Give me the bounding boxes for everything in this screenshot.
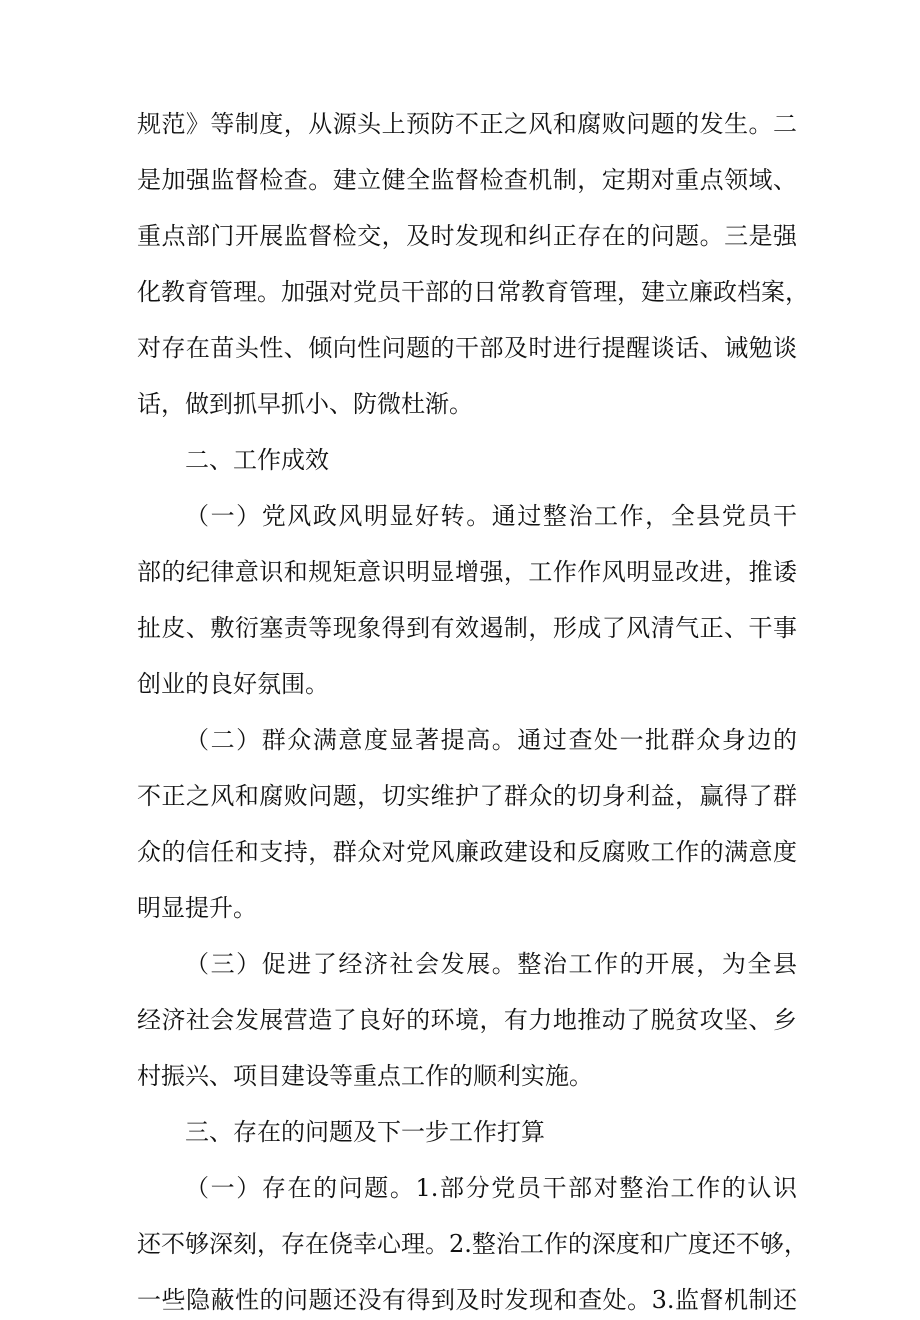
text-line-22: 一些隐蔽性的问题还没有得到及时发现和查处。3.监督机制还: [137, 1286, 797, 1314]
text-line-13: 不正之风和腐败问题，切实维护了群众的切身利益，赢得了群: [137, 782, 797, 810]
text-line-6: 话，做到抓早抓小、防微杜渐。: [137, 390, 473, 418]
text-line-2: 是加强监督检查。建立健全监督检查机制，定期对重点领域、: [137, 166, 797, 194]
text-line-3: 重点部门开展监督检交，及时发现和纠正存在的问题。三是强: [137, 222, 797, 250]
section-heading-3: 三、存在的问题及下一步工作打算: [185, 1118, 545, 1146]
text-line-8: （一）党风政风明显好转。通过整治工作，全县党员干: [185, 502, 797, 530]
text-line-4: 化教育管理。加强对党员干部的日常教育管理，建立廉政档案，: [137, 278, 809, 306]
text-line-11: 创业的良好氛围。: [137, 670, 329, 698]
text-line-1: 规范》等制度，从源头上预防不正之风和腐败问题的发生。二: [137, 110, 797, 138]
text-line-16: （三）促进了经济社会发展。整治工作的开展，为全县: [185, 950, 797, 978]
text-line-21: 还不够深刻，存在侥幸心理。2.整治工作的深度和广度还不够，: [137, 1230, 808, 1258]
text-line-20: （一）存在的问题。1.部分党员干部对整治工作的认识: [185, 1174, 797, 1202]
text-line-17: 经济社会发展营造了良好的环境，有力地推动了脱贫攻坚、乡: [137, 1006, 797, 1034]
section-heading-2: 二、工作成效: [185, 446, 329, 474]
text-line-18: 村振兴、项目建设等重点工作的顺利实施。: [137, 1062, 593, 1090]
text-line-14: 众的信任和支持，群众对党风廉政建设和反腐败工作的满意度: [137, 838, 797, 866]
text-line-12: （二）群众满意度显著提高。通过查处一批群众身边的: [185, 726, 797, 754]
text-line-5: 对存在苗头性、倾向性问题的干部及时进行提醒谈话、诫勉谈: [137, 334, 797, 362]
text-line-15: 明显提升。: [137, 894, 257, 922]
text-line-9: 部的纪律意识和规矩意识明显增强，工作作风明显改进，推诿: [137, 558, 797, 586]
text-line-10: 扯皮、敷衍塞责等现象得到有效遏制，形成了风清气正、干事: [137, 614, 797, 642]
